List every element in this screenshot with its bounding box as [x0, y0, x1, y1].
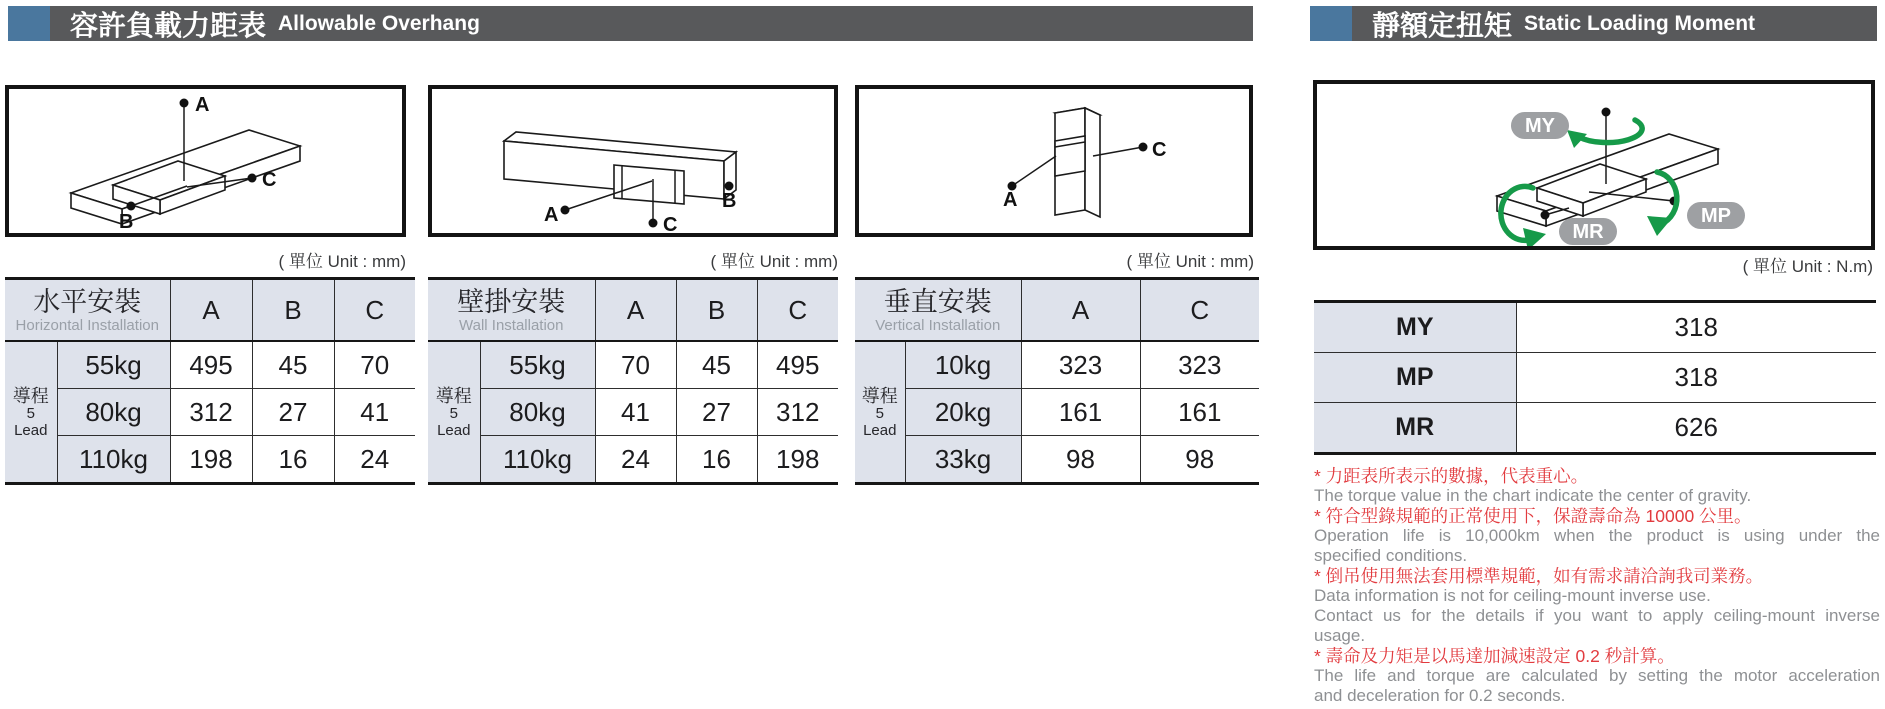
note-line: * 力距表所表示的數據，代表重心。 [1314, 466, 1589, 486]
value-cell: 27 [676, 389, 757, 436]
moment-value-cell: 626 [1516, 403, 1876, 454]
note-line: specified conditions. [1314, 546, 1468, 565]
lead-cell [855, 341, 905, 484]
note-line: Operation life is 10,000km when the product is using under the [1314, 526, 1880, 545]
point-label-c: C [663, 214, 678, 233]
footnotes [1314, 466, 1880, 706]
table-title-cell [5, 279, 170, 342]
value-cell: 70 [595, 341, 676, 389]
column-header: C [1140, 279, 1259, 342]
left-header-title-en: Allowable Overhang [278, 11, 480, 35]
unit-label-mm-vertical: ( 單位 Unit : mm) [1126, 252, 1254, 271]
value-cell: 45 [252, 341, 334, 389]
note-line: and deceleration for 0.2 seconds. [1314, 686, 1566, 705]
header-accent-square [8, 6, 50, 41]
column-header: B [676, 279, 757, 342]
lead-en: Lead [14, 421, 48, 439]
value-cell: 70 [334, 341, 415, 389]
lead-zh: 導程 [12, 385, 49, 406]
value-cell: 98 [1140, 436, 1259, 484]
value-cell: 16 [252, 436, 334, 484]
point-label-b: B [119, 211, 134, 233]
lead-zh: 導程 [435, 385, 472, 406]
value-cell: 45 [676, 341, 757, 389]
table-title-cell [428, 279, 595, 342]
lead-cell [428, 341, 480, 484]
diagram-vertical-installation [855, 85, 1253, 237]
load-cell: 80kg [57, 389, 170, 436]
unit-label-nm-moment: ( 單位 Unit : N.m) [1742, 257, 1873, 276]
value-cell: 24 [334, 436, 415, 484]
load-cell: 55kg [57, 341, 170, 389]
value-cell: 323 [1021, 341, 1140, 389]
lead-zh: 導程 [861, 385, 898, 406]
pill-label-mp: MP [1701, 205, 1731, 227]
vertical-rail-figure [859, 89, 1249, 233]
moment-value-cell: 318 [1516, 353, 1876, 403]
moment-value-cell: 318 [1516, 302, 1876, 353]
lead-num: 5 [449, 404, 458, 422]
value-cell: 198 [757, 436, 838, 484]
value-cell: 161 [1021, 389, 1140, 436]
right-header-title-zh: 靜額定扭矩 [1372, 9, 1513, 41]
point-label-c: C [1152, 139, 1167, 161]
table-title-zh: 水平安裝 [33, 286, 142, 317]
left-header-title-zh: 容許負載力距表 [70, 9, 267, 41]
moment-rail-figure [1317, 84, 1871, 246]
value-cell: 41 [595, 389, 676, 436]
note-line: * 符合型錄規範的正常使用下，保證壽命為 10000 公里。 [1314, 506, 1752, 526]
horizontal-rail-figure [9, 89, 402, 233]
right-header-title-en: Static Loading Moment [1524, 11, 1756, 35]
lead-num: 5 [26, 404, 35, 422]
unit-label-mm-wall: ( 單位 Unit : mm) [710, 252, 838, 271]
value-cell: 323 [1140, 341, 1259, 389]
note-line: Contact us for the details if you want to apply ceiling-mount inverse [1314, 606, 1880, 625]
value-cell: 198 [170, 436, 252, 484]
rail-line-art [504, 132, 736, 228]
load-cell: 80kg [480, 389, 595, 436]
pill-label-my: MY [1525, 115, 1555, 137]
load-cell: 55kg [480, 341, 595, 389]
table-title-en: Wall Installation [459, 316, 564, 334]
column-header: A [595, 279, 676, 342]
table-static-loading-moment [1314, 300, 1876, 455]
value-cell: 312 [170, 389, 252, 436]
note-line: Data information is not for ceiling-mount inverse use. [1314, 586, 1711, 605]
table-title-cell [855, 279, 1021, 342]
table-title-zh: 垂直安裝 [883, 286, 992, 317]
note-line: * 壽命及力矩是以馬達加減速設定 0.2 秒計算。 [1314, 646, 1675, 666]
header-accent-square [1310, 6, 1352, 41]
value-cell: 161 [1140, 389, 1259, 436]
moment-label-cell: MP [1314, 353, 1516, 403]
table-title-zh: 壁掛安裝 [457, 286, 566, 317]
note-line: * 倒吊使用無法套用標準規範，如有需求請洽詢我司業務。 [1314, 566, 1764, 586]
point-label-a: A [1003, 189, 1018, 211]
value-cell: 27 [252, 389, 334, 436]
load-cell: 110kg [57, 436, 170, 484]
table-title-en: Horizontal Installation [15, 316, 159, 334]
table-wall-installation [428, 277, 838, 485]
value-cell: 495 [757, 341, 838, 389]
diagram-wall-installation [428, 85, 838, 237]
lead-en: Lead [863, 421, 897, 439]
left-section-header [8, 6, 1253, 41]
table-title-en: Vertical Installation [875, 316, 1001, 334]
lead-en: Lead [437, 421, 471, 439]
diagram-horizontal-installation [5, 85, 406, 237]
column-header: B [252, 279, 334, 342]
table-horizontal-installation [5, 277, 415, 485]
load-cell: 33kg [905, 436, 1021, 484]
point-label-a: A [195, 94, 210, 116]
value-cell: 495 [170, 341, 252, 389]
wall-rail-figure [432, 89, 834, 233]
point-label-c: C [262, 169, 277, 191]
moment-label-cell: MY [1314, 302, 1516, 353]
load-cell: 10kg [905, 341, 1021, 389]
lead-cell [5, 341, 57, 484]
note-line: The torque value in the chart indicate the center of gravity. [1314, 486, 1752, 505]
load-cell: 110kg [480, 436, 595, 484]
load-cell: 20kg [905, 389, 1021, 436]
value-cell: 98 [1021, 436, 1140, 484]
note-line: usage. [1314, 626, 1366, 645]
table-vertical-installation [855, 277, 1259, 485]
value-cell: 16 [676, 436, 757, 484]
rail-line-art [71, 99, 300, 225]
lead-num: 5 [875, 404, 884, 422]
value-cell: 312 [757, 389, 838, 436]
rail-line-art [1008, 108, 1148, 217]
column-header: C [757, 279, 838, 342]
diagram-static-loading-moment [1313, 80, 1875, 250]
moment-label-cell: MR [1314, 403, 1516, 454]
unit-label-mm-horizontal: ( 單位 Unit : mm) [278, 252, 406, 271]
column-header: A [170, 279, 252, 342]
note-line: The life and torque are calculated by setting the motor acceleration [1314, 666, 1880, 685]
value-cell: 24 [595, 436, 676, 484]
right-section-header [1310, 6, 1877, 41]
column-header: A [1021, 279, 1140, 342]
column-header: C [334, 279, 415, 342]
value-cell: 41 [334, 389, 415, 436]
point-label-b: B [722, 190, 737, 212]
point-label-a: A [544, 204, 559, 226]
pill-label-mr: MR [1572, 221, 1604, 243]
